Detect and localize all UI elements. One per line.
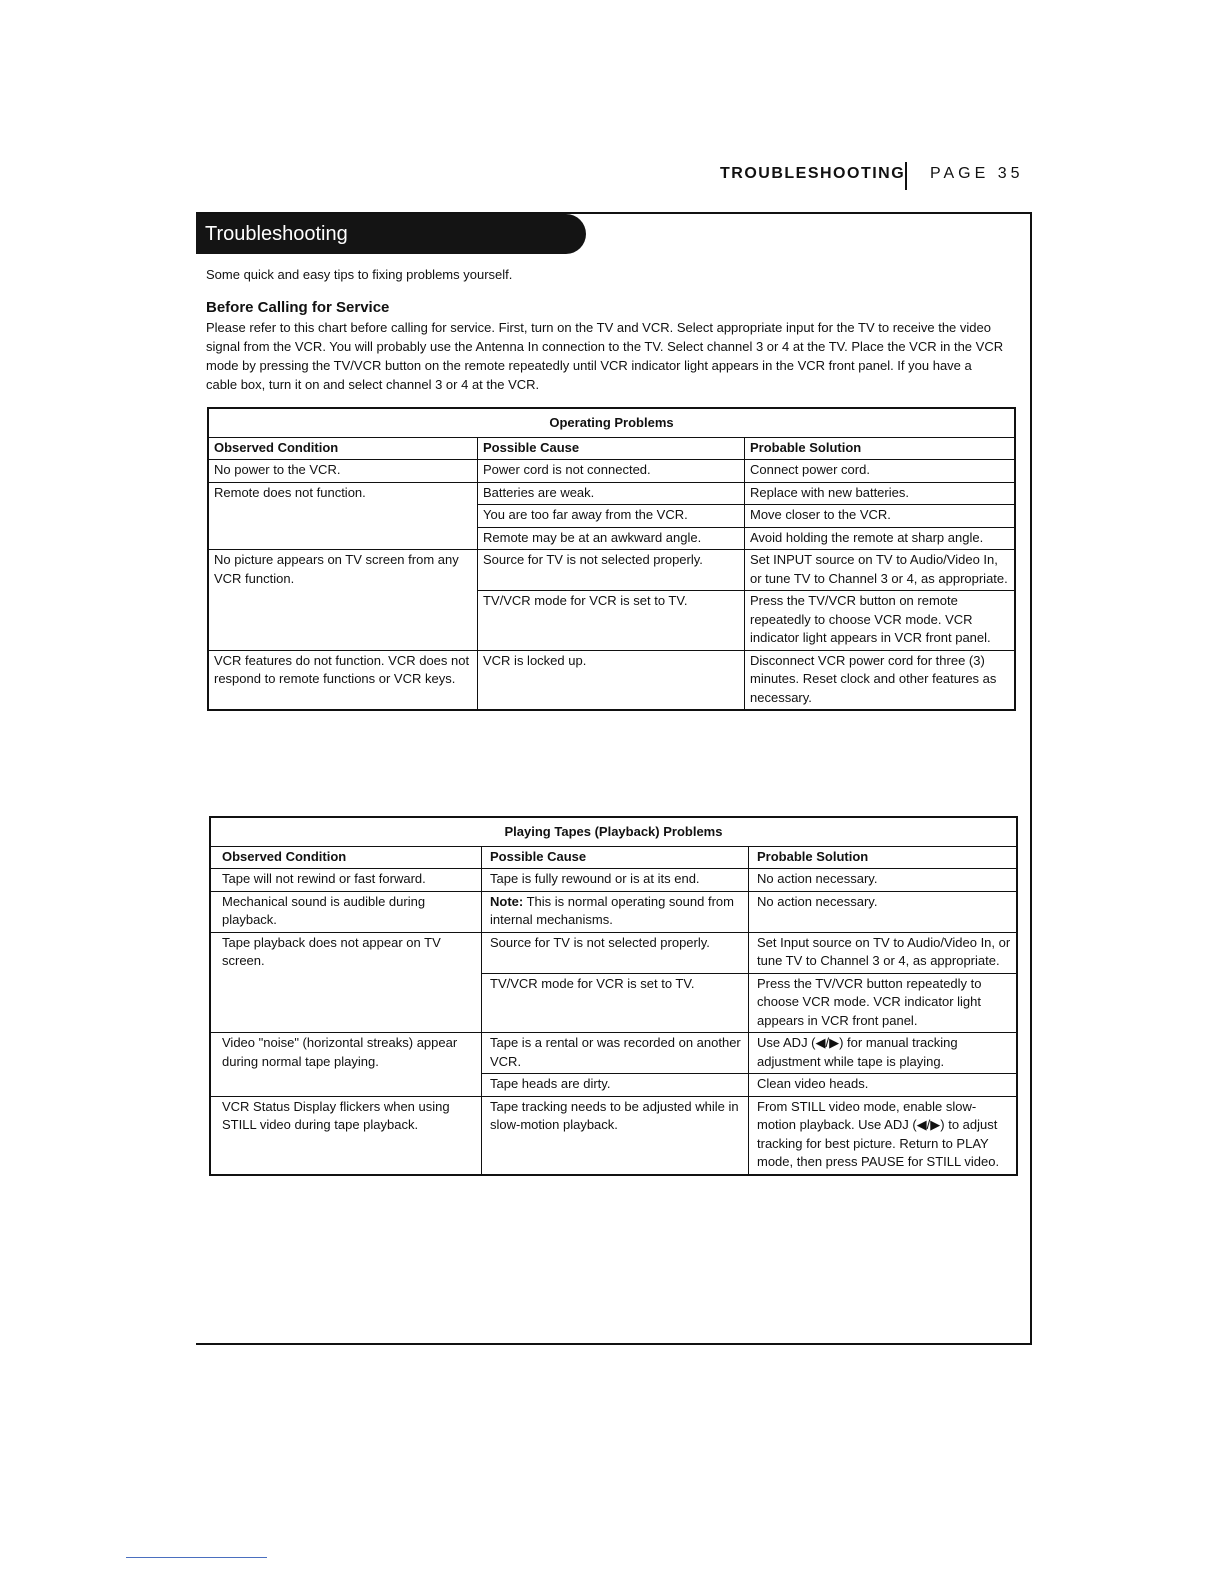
probable-solution: Avoid holding the remote at sharp angle. (745, 527, 1015, 550)
column-header: Observed Condition (211, 846, 482, 869)
column-header: Probable Solution (745, 437, 1015, 460)
operating-problems-table (208, 408, 1015, 710)
column-header: Possible Cause (482, 846, 749, 869)
observed-condition: No picture appears on TV screen from any VCR function. (209, 550, 478, 651)
table-row (211, 891, 1017, 932)
running-header (700, 162, 1024, 188)
column-header: Observed Condition (209, 437, 478, 460)
column-header: Probable Solution (749, 846, 1017, 869)
possible-cause: Source for TV is not selected properly. (478, 550, 745, 591)
possible-cause: TV/VCR mode for VCR is set to TV. (478, 591, 745, 651)
probable-solution: Press the TV/VCR button on remote repeatedly to choose VCR mode. VCR indicator light appears in VCR front panel. (745, 591, 1015, 651)
table-row (209, 650, 1015, 710)
possible-cause (482, 891, 749, 932)
header-section-title: TROUBLESHOOTING (720, 165, 906, 182)
table-title: Playing Tapes (Playback) Problems (211, 818, 1017, 847)
probable-solution: Disconnect VCR power cord for three (3) minutes. Reset clock and other features as necessary. (745, 650, 1015, 710)
column-header: Possible Cause (478, 437, 745, 460)
probable-solution: Press the TV/VCR button repeatedly to choose VCR mode. VCR indicator light appears in VCR front panel. (749, 973, 1017, 1033)
observed-condition: Mechanical sound is audible during playback. (211, 891, 482, 932)
section-title-banner: Troubleshooting (196, 214, 586, 254)
table-header-row (209, 437, 1015, 460)
note-text: This is normal operating sound from internal mechanisms. (490, 893, 734, 927)
probable-solution: No action necessary. (749, 869, 1017, 892)
table-row (211, 1096, 1017, 1174)
header-divider (905, 162, 907, 190)
observed-condition: Tape will not rewind or fast forward. (211, 869, 482, 892)
possible-cause: TV/VCR mode for VCR is set to TV. (482, 973, 749, 1033)
table-row (209, 482, 1015, 505)
possible-cause: Tape heads are dirty. (482, 1074, 749, 1097)
possible-cause: VCR is locked up. (478, 650, 745, 710)
possible-cause: You are too far away from the VCR. (478, 505, 745, 528)
observed-condition: Remote does not function. (209, 482, 478, 550)
possible-cause: Power cord is not connected. (478, 460, 745, 483)
possible-cause: Tape is fully rewound or is at its end. (482, 869, 749, 892)
probable-solution: From STILL video mode, enable slow-motion playback. Use ADJ (◀/▶) to adjust tracking for best picture. Return to PLAY mode, then press PAUSE for STILL video. (749, 1096, 1017, 1174)
playback-problems-table (210, 817, 1017, 1175)
observed-condition: Tape playback does not appear on TV screen. (211, 932, 482, 1033)
probable-solution: No action necessary. (749, 891, 1017, 932)
table-header-row (211, 846, 1017, 869)
observed-condition: No power to the VCR. (209, 460, 478, 483)
table-row (211, 932, 1017, 973)
table-title: Operating Problems (209, 409, 1015, 438)
page-number: PAGE 35 (930, 165, 1024, 182)
observed-condition: Video "noise" (horizontal streaks) appear during normal tape playing. (211, 1033, 482, 1097)
possible-cause: Tape is a rental or was recorded on another VCR. (482, 1033, 749, 1074)
intro-text: Some quick and easy tips to fixing problems yourself. (206, 267, 513, 282)
observed-condition: VCR Status Display flickers when using STILL video during tape playback. (211, 1096, 482, 1174)
possible-cause: Tape tracking needs to be adjusted while in slow-motion playback. (482, 1096, 749, 1174)
table-row (209, 460, 1015, 483)
before-service-heading: Before Calling for Service (206, 299, 390, 316)
probable-solution: Set Input source on TV to Audio/Video In, or tune TV to Channel 3 or 4, as appropriate. (749, 932, 1017, 973)
probable-solution: Move closer to the VCR. (745, 505, 1015, 528)
probable-solution: Connect power cord. (745, 460, 1015, 483)
table-row (211, 1033, 1017, 1074)
probable-solution: Set INPUT source on TV to Audio/Video In, or tune TV to Channel 3 or 4, as appropriate. (745, 550, 1015, 591)
observed-condition: VCR features do not function. VCR does not respond to remote functions or VCR keys. (209, 650, 478, 710)
footer-rule (126, 1557, 267, 1558)
possible-cause: Source for TV is not selected properly. (482, 932, 749, 973)
possible-cause: Batteries are weak. (478, 482, 745, 505)
table-row (211, 869, 1017, 892)
possible-cause: Remote may be at an awkward angle. (478, 527, 745, 550)
probable-solution: Use ADJ (◀/▶) for manual tracking adjustment while tape is playing. (749, 1033, 1017, 1074)
probable-solution: Clean video heads. (749, 1074, 1017, 1097)
table-row (209, 550, 1015, 591)
probable-solution: Replace with new batteries. (745, 482, 1015, 505)
note-label: Note: (490, 893, 524, 909)
before-service-text: Please refer to this chart before calling for service. First, turn on the TV and VCR. Select appropriate input for the TV to receive the video signal from the VCR. You will probably use the Antenna In connection to the TV. Select channel 3 or 4 at the TV. Place the VCR in the VCR mode by pressing the TV/VCR button on the remote repeatedly until VCR indicator light appears in the VCR front panel. If you have a cable box, turn it on and select channel 3 or 4 at the VCR. (206, 320, 1004, 392)
